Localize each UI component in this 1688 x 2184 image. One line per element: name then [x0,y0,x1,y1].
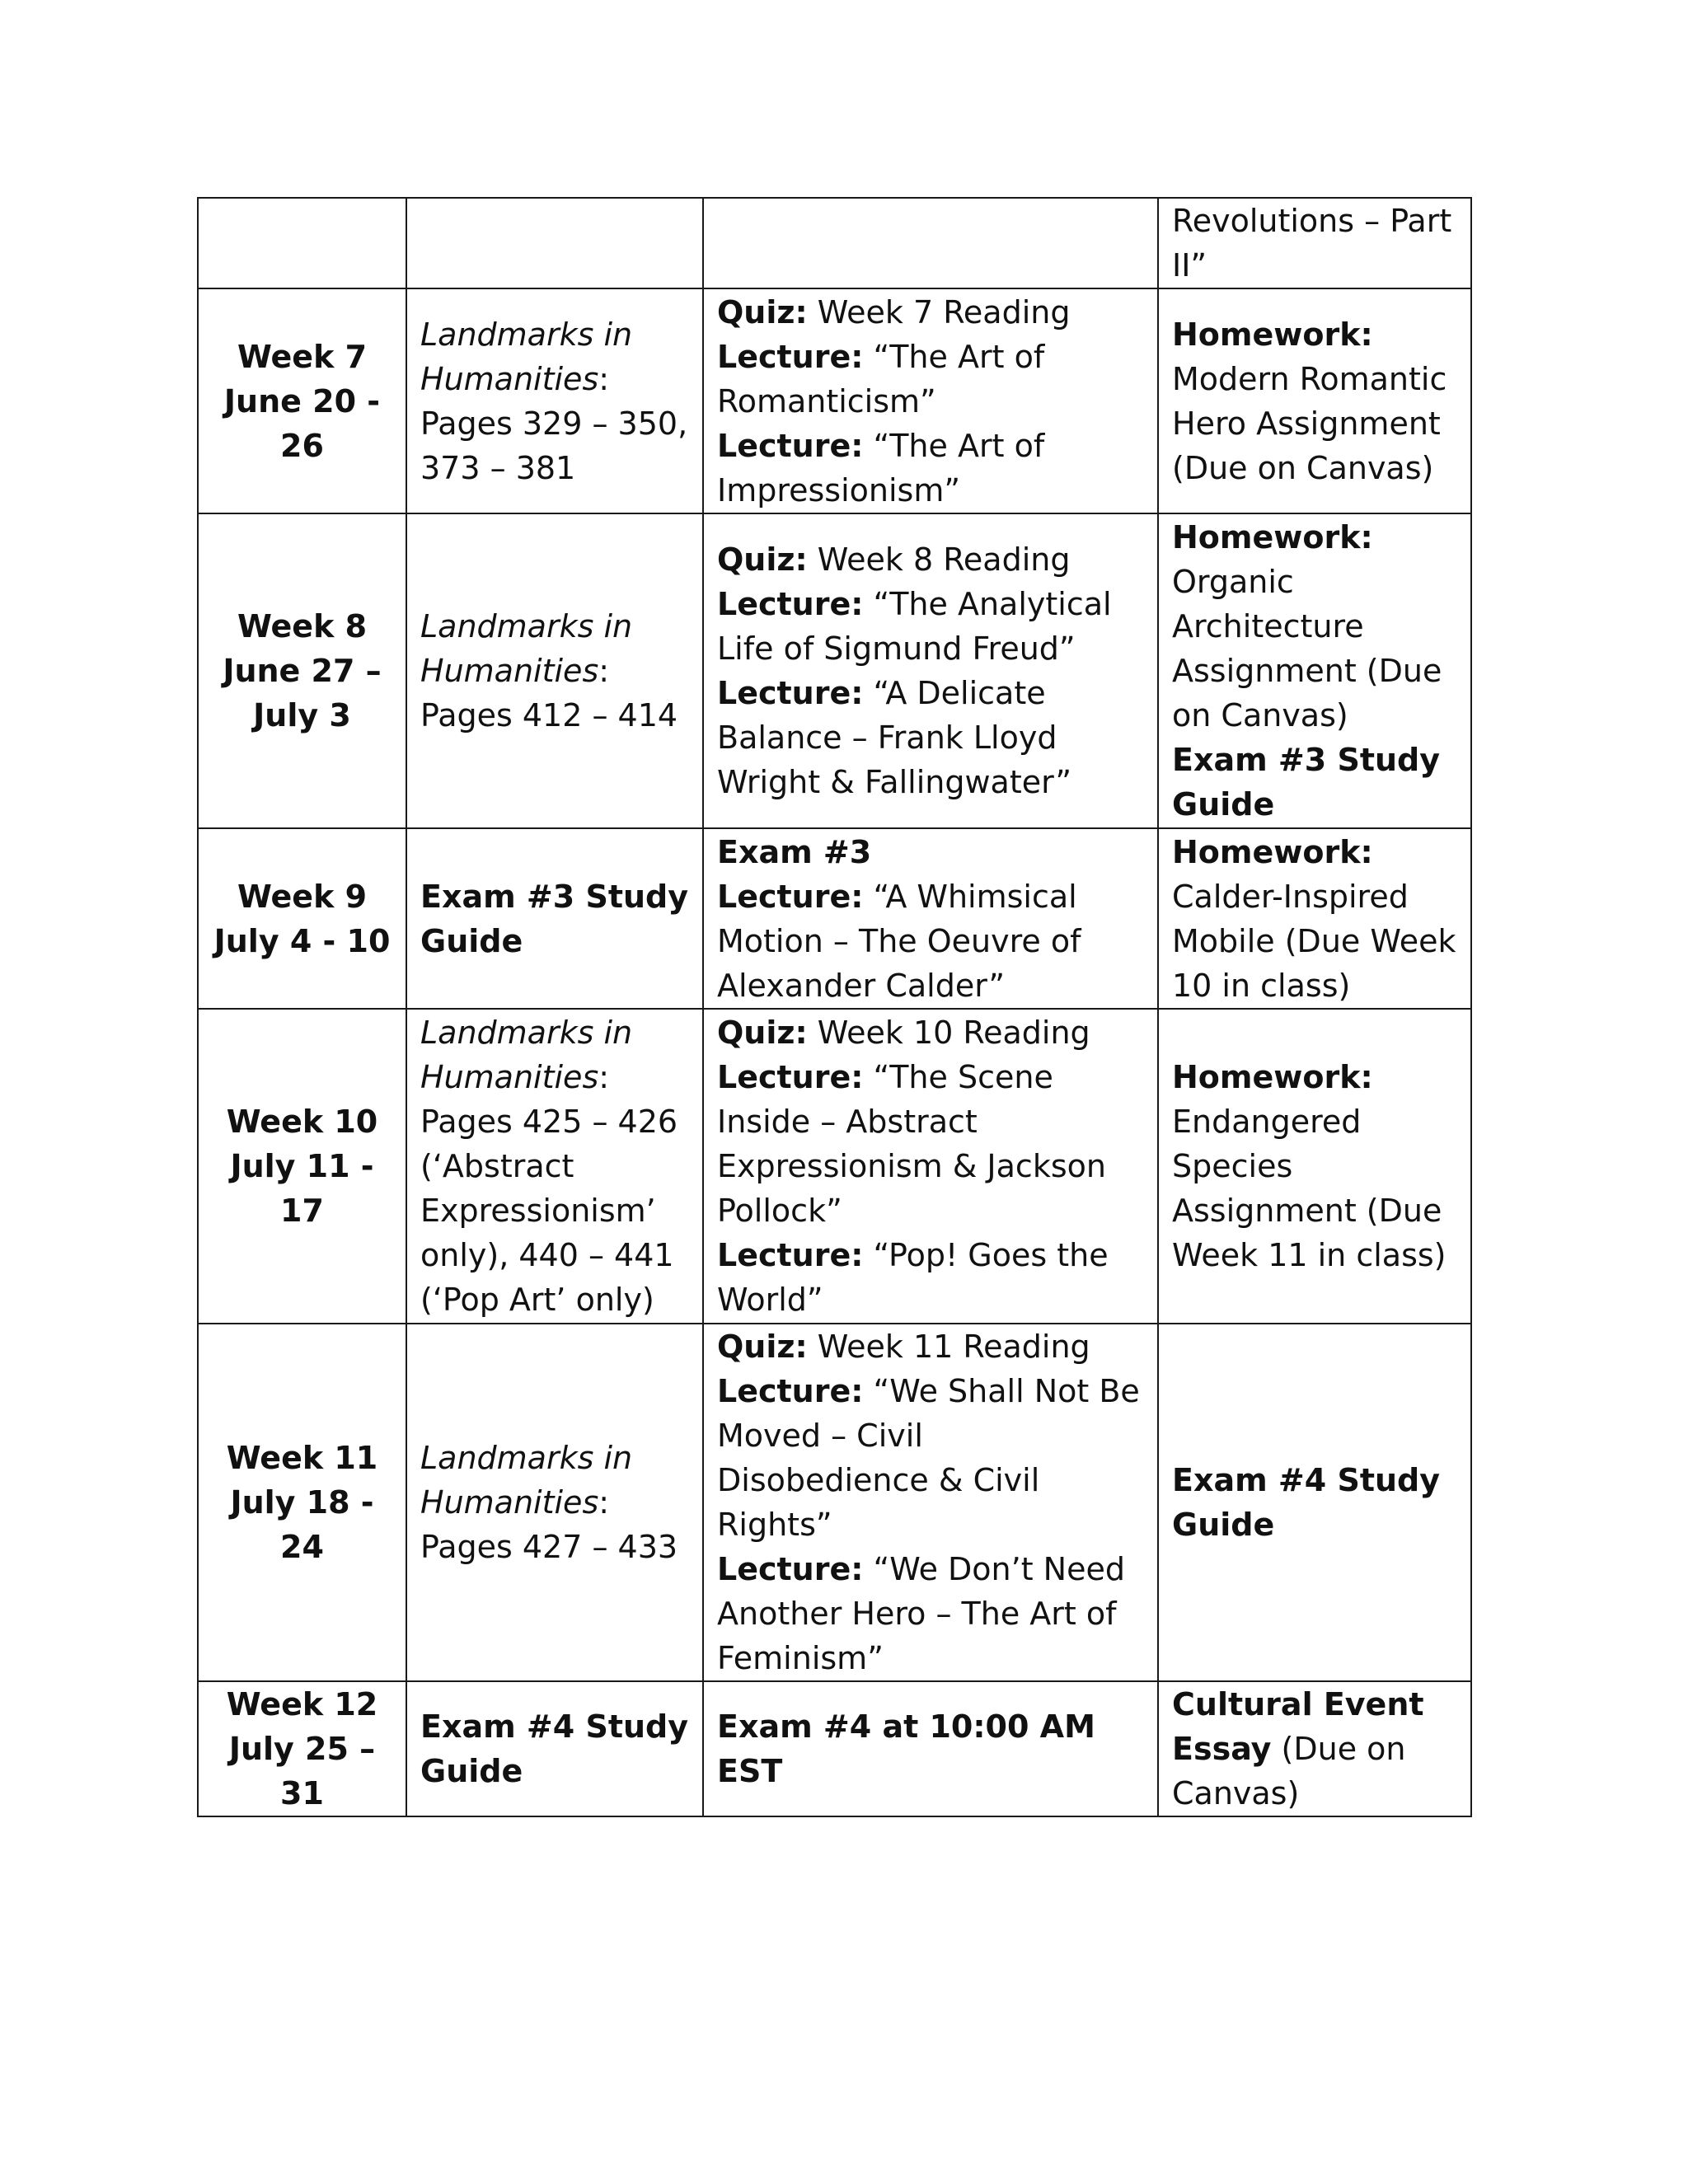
table-row [198,1681,1471,1816]
activity-label: Lecture: [717,338,864,375]
activities-cell [703,198,1158,288]
homework-text: Modern Romantic Hero Assignment (Due on Canvas) [1172,360,1447,486]
book-title: Landmarks in Humanities [420,316,633,397]
activities-cell [703,513,1158,828]
exam-label: Exam #4 at 10:00 AM EST [717,1708,1095,1789]
assignments-cell [1158,828,1471,1009]
assignments-cell [1158,288,1471,513]
activity-label: Quiz: [717,1329,808,1365]
schedule-table [197,197,1472,1817]
week-dates: June 20 - 26 [223,382,381,464]
activity-label: Lecture: [717,878,864,915]
reading-pages: Pages 427 – 433 [420,1529,678,1565]
reading-cell [406,1324,703,1681]
activity-label: Lecture: [717,586,864,622]
week-cell [198,828,406,1009]
activity-text: “The Analytical Life of Sigmund Freud” [717,586,1112,667]
activity-text: “A Delicate Balance – Frank Lloyd Wright & Fallingwater” [717,675,1072,800]
week-dates: July 18 - 24 [230,1484,374,1565]
reading-pages: Pages 425 – 426 (‘Abstract Expressionism’ only), 440 – 441 (‘Pop Art’ only) [420,1104,678,1318]
activity-label: Quiz: [717,1015,808,1051]
homework-text: Calder-Inspired Mobile (Due Week 10 in class) [1172,878,1456,1004]
week-label: Week 8 [237,608,368,644]
week-cell [198,1681,406,1816]
week-dates: July 4 - 10 [213,922,391,959]
activity-text: Week 8 Reading [807,541,1071,578]
activity-item [717,1369,1144,1547]
activity-label: Quiz: [717,293,808,330]
activity-item [717,424,1144,513]
activity-label: Quiz: [717,541,808,578]
homework-text: Organic Architecture Assignment (Due on Canvas) [1172,564,1442,733]
table-row [198,513,1471,828]
activity-item [717,1010,1144,1055]
table-row [198,828,1471,1009]
activities-cell [703,1324,1158,1681]
week-label: Week 10 [226,1104,378,1140]
reading-pages: Pages 329 – 350, 373 – 381 [420,405,688,486]
week-cell [198,513,406,828]
continued-lecture-title: Revolutions – Part II” [1172,203,1452,284]
reading-cell [406,198,703,288]
homework-label: Homework: [1172,519,1373,555]
study-guide-label: Exam #4 Study Guide [420,1708,689,1789]
essay-label: Cultural Event Essay [1172,1686,1424,1767]
activities-cell [703,1681,1158,1816]
assignments-cell [1158,1009,1471,1324]
activity-item [717,335,1144,424]
activity-item [717,290,1144,335]
activity-text: “A Whimsical Motion – The Oeuvre of Alexander Calder” [717,878,1081,1004]
reading-pages: Pages 412 – 414 [420,697,678,733]
week-label: Week 12 [226,1686,378,1722]
week-label: Week 7 [237,338,368,375]
activities-cell [703,288,1158,513]
activity-text: “The Art of Impressionism” [717,427,1045,509]
exam-label: Exam #3 [717,833,872,870]
reading-cell [406,1681,703,1816]
activity-item [717,1547,1144,1680]
activity-item [717,1324,1144,1369]
week-dates: June 27 – July 3 [223,653,382,733]
activity-label: Lecture: [717,427,864,464]
reading-cell [406,513,703,828]
activity-label: Lecture: [717,675,864,711]
homework-label: Homework: [1172,1059,1373,1095]
week-cell [198,1324,406,1681]
reading-colon: : [598,1059,610,1095]
book-title: Landmarks in Humanities [420,1015,633,1095]
reading-colon: : [598,653,610,689]
activity-text: Week 10 Reading [807,1015,1090,1051]
assignments-cell [1158,513,1471,828]
table-row [198,1324,1471,1681]
assignments-cell [1158,198,1471,288]
activities-cell [703,1009,1158,1324]
reading-colon: : [598,360,610,397]
assignments-cell [1158,1324,1471,1681]
book-title: Landmarks in Humanities [420,1440,633,1521]
book-title: Landmarks in Humanities [420,608,633,689]
week-cell [198,198,406,288]
week-cell [198,288,406,513]
table-row [198,198,1471,288]
table-row [198,288,1471,513]
activity-text: Week 11 Reading [807,1329,1090,1365]
homework-text: Endangered Species Assignment (Due Week 11 in class) [1172,1104,1447,1273]
activity-label: Lecture: [717,1373,864,1409]
activity-label: Lecture: [717,1059,864,1095]
activity-item [717,537,1144,582]
activity-text: “We Shall Not Be Moved – Civil Disobedience & Civil Rights” [717,1373,1140,1543]
activity-text: Week 7 Reading [807,293,1071,330]
activities-cell [703,828,1158,1009]
activity-text: “The Art of Romanticism” [717,338,1045,419]
assignments-cell [1158,1681,1471,1816]
table-row [198,1009,1471,1324]
week-dates: July 11 - 17 [230,1148,374,1229]
activity-item [717,1233,1144,1322]
study-guide-label: Exam #4 Study Guide [1172,1462,1441,1543]
reading-colon: : [598,1484,610,1521]
activity-text: “Pop! Goes the World” [717,1237,1109,1318]
week-label: Week 9 [237,878,368,915]
study-guide-label: Exam #3 Study Guide [420,878,689,959]
reading-cell [406,828,703,1009]
activity-label: Lecture: [717,1551,864,1587]
activity-item [717,874,1144,1008]
activity-text: “We Don’t Need Another Hero – The Art of Feminism” [717,1551,1125,1676]
activity-item [717,582,1144,671]
homework-label: Homework: [1172,316,1373,353]
week-label: Week 11 [226,1440,378,1476]
activity-text: “The Scene Inside – Abstract Expressionism & Jackson Pollock” [717,1059,1106,1229]
activity-label: Lecture: [717,1237,864,1273]
week-dates: July 25 – 31 [228,1731,376,1811]
reading-cell [406,1009,703,1324]
study-guide-label: Exam #3 Study Guide [1172,742,1441,823]
reading-cell [406,288,703,513]
essay-text: (Due on Canvas) [1172,1731,1406,1811]
homework-label: Homework: [1172,833,1373,870]
week-cell [198,1009,406,1324]
activity-item [717,671,1144,804]
activity-item [717,1055,1144,1233]
